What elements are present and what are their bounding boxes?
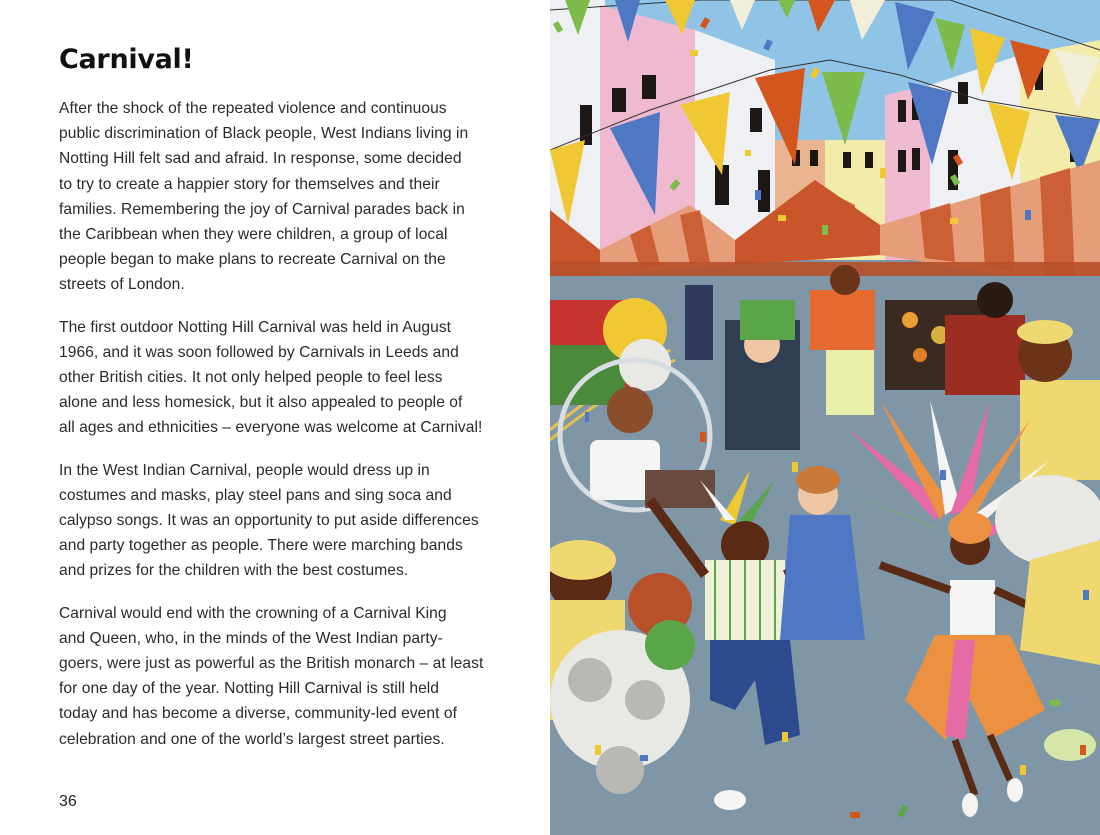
text-line: for one day of the year. Notting Hill Carnival is still held [59,680,440,698]
paragraph-2 [59,315,499,441]
page-number: 36 [59,793,77,810]
carnival-scene-graphic [550,0,1100,835]
text-line: After the shock of the repeated violence and continuous [59,100,447,117]
text-line: public discrimination of Black people, West Indians living in [59,125,469,143]
paragraph-1 [59,96,499,298]
text-line: Notting Hill felt sad and afraid. In response, some decided [59,150,462,168]
text-line: to try to create a happier story for themselves and their [59,175,440,193]
text-line: families. Remembering the joy of Carnival parades back in [59,200,465,218]
text-line: and party together as people. There were marching bands [59,537,463,555]
text-line: today and has become a diverse, community-led event of [59,705,457,723]
text-line: In the West Indian Carnival, people would dress up in [59,461,430,479]
text-line: alone and less homesick, but it also appealed to people of [59,394,463,412]
body-text [59,96,499,769]
text-line: all ages and ethnicities – everyone was welcome at Carnival! [59,419,483,437]
text-line: Carnival would end with the crowning of a Carnival King [59,604,447,622]
text-line: people began to make plans to recreate Carnival on the [59,251,446,269]
page-title: Carnival! [59,44,194,75]
text-line: and prizes for the children with the best costumes. [59,562,409,580]
text-line: streets of London. [59,276,185,294]
text-line: 1966, and it was soon followed by Carnivals in Leeds and [59,343,459,361]
text-line: the Caribbean when they were children, a group of local [59,226,448,244]
text-line: costumes and masks, play steel pans and sing soca and [59,486,452,504]
text-line: and Queen, who, in the minds of the West Indian party- [59,629,443,647]
carnival-illustration [550,0,1100,835]
text-line: celebration and one of the world’s largest street parties. [59,730,445,748]
paragraph-4 [59,601,499,752]
text-line: The first outdoor Notting Hill Carnival was held in August [59,318,452,336]
paragraph-3 [59,458,499,584]
text-line: other British cities. It not only helped people to feel less [59,369,443,387]
text-line: goers, were just as powerful as the British monarch – at least [59,655,484,673]
text-line: calypso songs. It was an opportunity to put aside differences [59,512,479,530]
